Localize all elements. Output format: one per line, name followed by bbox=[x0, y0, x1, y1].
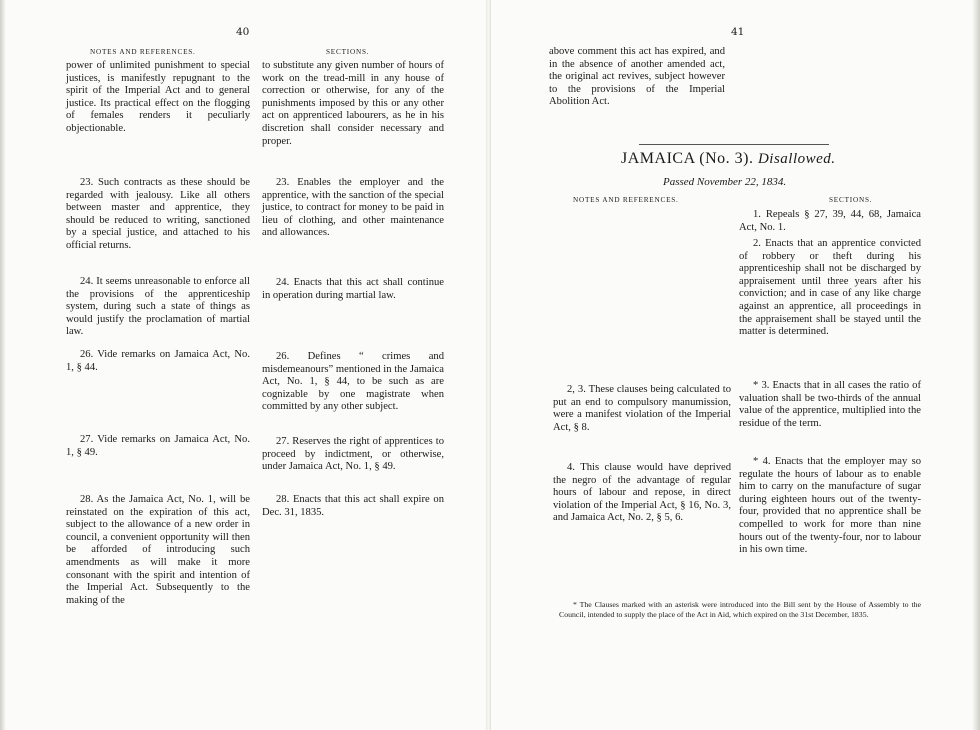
section-r-3: * 3. Enacts that in all cases the ratio of valuation shall be two-thirds of the annual value of the apprentice, multiplied into the residue of the term. bbox=[739, 380, 921, 429]
note-intro: power of unlimited punishment to special justices, is manifestly repugnant to the spirit of the Imperial Act and to general justice. Its practical effect on the flogging of females renders it peculiarly objectionable. bbox=[66, 60, 250, 134]
page-number-left: 40 bbox=[236, 26, 250, 38]
page-number-right: 41 bbox=[731, 26, 745, 38]
footnote: * The Clauses marked with an asterisk were introduced into the Bill sent by the House of Assembly to the Council, intended to supply the place of the Act in Aid, which expired on the 31st December, 1835. bbox=[559, 600, 921, 619]
section-r-1: 1. Repeals § 27, 39, 44, 68, Jamaica Act, No. 1. bbox=[739, 209, 921, 233]
note-r-4: 4. This clause would have deprived the negro of the advantage of regular hours of labour and repose, in direct violation of the Imperial Act, § 16, No. 3, and Jamaica Act, No. 2, § 5, 6. bbox=[553, 462, 731, 524]
title-rule bbox=[639, 144, 829, 145]
section-28: 28. Enacts that this act shall expire on Dec. 31, 1835. bbox=[262, 494, 444, 518]
note-28: 28. As the Jamaica Act, No. 1, will be reinstated on the expiration of this act, subject to the allowance of a new order in council, a convenient opportunity will then be afforded of introducing such amendments as will make it more consonant with the spirit and intention of the Imperial Act. Subsequently to the making of the bbox=[66, 494, 250, 606]
section-23: 23. Enables the employer and the apprentice, with the sanction of the special justice, to contract for money to be paid in lieu of clothing, and other maintenance and allowances. bbox=[262, 177, 444, 239]
carryover-text: above comment this act has expired, and in the absence of another amended act, the original act revives, subject however to the provisions of the Imperial Abolition Act. bbox=[549, 46, 725, 108]
note-27: 27. Vide remarks on Jamaica Act, No. 1, § 49. bbox=[66, 434, 250, 458]
right-page bbox=[490, 0, 980, 730]
notes-heading-left: NOTES AND REFERENCES. bbox=[90, 48, 196, 56]
section-27: 27. Reserves the right of apprentices to proceed by indictment, or otherwise, under Jamaica Act, No. 1, § 49. bbox=[262, 436, 444, 473]
sections-heading-left: SECTIONS. bbox=[326, 48, 370, 56]
act-title bbox=[621, 150, 836, 168]
note-26: 26. Vide remarks on Jamaica Act, No. 1, § 44. bbox=[66, 349, 250, 373]
section-24: 24. Enacts that this act shall continue in operation during martial law. bbox=[262, 277, 444, 301]
passed-date-text: Passed November 22, 1834. bbox=[663, 176, 787, 188]
note-r-2-3: 2, 3. These clauses being calculated to put an end to compulsory manumission, were a manifest violation of the Imperial Act, § 8. bbox=[553, 384, 731, 433]
passed-date bbox=[663, 176, 786, 188]
section-intro: to substitute any given number of hours of work on the tread-mill in any house of correction or otherwise, for any of the punishments imposed by this or any other act on apprenticed labourers, as he in his discretion shall consider necessary and proper. bbox=[262, 60, 444, 147]
section-r-4: * 4. Enacts that the employer may so regulate the hours of labour as to enable him to carry on the manufacture of sugar during eighteen hours out of the twenty-four, provided that no apprentice shall be compelled to work for more than nine hours out of the twenty-four, nor to labour in his own time. bbox=[739, 456, 921, 556]
section-r-2: 2. Enacts that an apprentice convicted of robbery or theft during his apprenticeship shall not be discharged by appraisement until three years after his conviction; and in case of any like charge against an apprentice, all proceedings in the appraisement shall be stayed until the matter is determined. bbox=[739, 238, 921, 338]
notes-heading-right: NOTES AND REFERENCES. bbox=[573, 196, 679, 204]
act-title-text: JAMAICA (No. 3). bbox=[621, 150, 754, 167]
note-23: 23. Such contracts as these should be regarded with jealousy. Like all others between master and apprentice, they should be reduced to writing, sanctioned by a special justice, and attached to his official returns. bbox=[66, 177, 250, 251]
act-status: Disallowed. bbox=[757, 151, 836, 167]
left-page bbox=[0, 0, 487, 730]
page-edge-shadow bbox=[0, 0, 6, 730]
note-24: 24. It seems unreasonable to enforce all the provisions of the apprenticeship system, during such a state of things as would justify the proclamation of martial law. bbox=[66, 276, 250, 338]
section-26: 26. Defines “ crimes and misdemeanours” mentioned in the Jamaica Act, No. 1, § 44, to be such as are cognizable by one magistrate when committed by any other subject. bbox=[262, 351, 444, 413]
sections-heading-right: SECTIONS. bbox=[829, 196, 873, 204]
page-edge-shadow bbox=[972, 0, 980, 730]
